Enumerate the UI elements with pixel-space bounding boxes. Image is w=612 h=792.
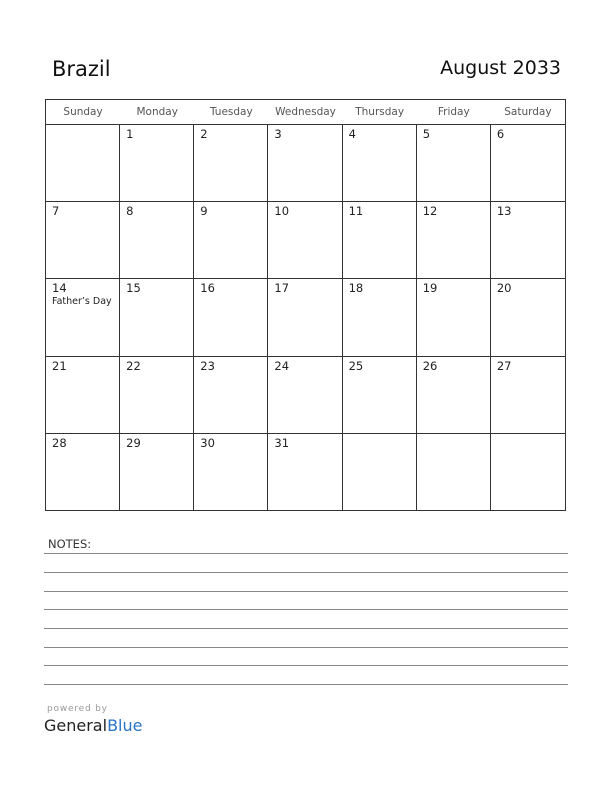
day-cell bbox=[268, 202, 342, 279]
day-number: 2 bbox=[200, 127, 208, 141]
day-number: 20 bbox=[496, 281, 512, 296]
weekday-label: Monday bbox=[136, 106, 178, 118]
day-cell bbox=[194, 279, 268, 356]
day-cell bbox=[491, 125, 565, 202]
day-cell bbox=[268, 357, 342, 434]
note-line bbox=[44, 684, 568, 685]
day-number: 15 bbox=[126, 281, 141, 296]
day-number: 26 bbox=[422, 358, 438, 373]
day-cell bbox=[417, 202, 491, 279]
day-number: 4 bbox=[348, 127, 356, 141]
day-number: 29 bbox=[126, 435, 141, 450]
day-cell bbox=[343, 202, 417, 279]
day-cell bbox=[417, 125, 491, 202]
day-cell bbox=[46, 434, 120, 511]
day-number: 7 bbox=[52, 204, 60, 219]
day-cell bbox=[194, 125, 268, 202]
day-cell bbox=[417, 357, 491, 434]
day-number: 9 bbox=[200, 204, 208, 219]
day-number: 5 bbox=[422, 127, 431, 141]
day-cell bbox=[343, 357, 417, 434]
day-cell bbox=[491, 434, 565, 511]
day-cell bbox=[194, 202, 268, 279]
day-cell bbox=[268, 279, 342, 356]
weekday-label: Saturday bbox=[504, 106, 552, 118]
day-number: 24 bbox=[274, 358, 290, 373]
day-number: 28 bbox=[52, 435, 67, 450]
day-cell bbox=[268, 434, 342, 511]
brand-general: General bbox=[44, 716, 108, 735]
day-cell bbox=[417, 434, 491, 511]
day-cell bbox=[120, 202, 194, 279]
day-number: 6 bbox=[496, 127, 505, 141]
day-cell bbox=[343, 125, 417, 202]
day-cell bbox=[120, 357, 194, 434]
day-cell bbox=[491, 202, 565, 279]
notes-label: NOTES: bbox=[48, 537, 92, 551]
day-number: 10 bbox=[274, 204, 290, 219]
day-number: 31 bbox=[274, 435, 290, 450]
day-cell bbox=[46, 357, 120, 434]
day-number: 1 bbox=[126, 127, 134, 141]
day-cell bbox=[46, 125, 120, 202]
country-title: Brazil bbox=[52, 57, 111, 81]
note-line bbox=[44, 553, 568, 554]
day-number: 17 bbox=[274, 281, 290, 296]
day-number: 27 bbox=[496, 358, 512, 373]
month-title: August 2033 bbox=[440, 57, 561, 79]
note-line bbox=[44, 572, 568, 573]
day-number: 25 bbox=[348, 358, 364, 373]
weekday-label: Sunday bbox=[63, 106, 103, 118]
weekday-header bbox=[46, 100, 565, 125]
day-number: 16 bbox=[200, 281, 215, 296]
day-cell bbox=[491, 357, 565, 434]
day-cell bbox=[491, 279, 565, 356]
weekday-label: Friday bbox=[437, 106, 470, 118]
brand-blue: Blue bbox=[107, 716, 143, 735]
day-cells bbox=[46, 125, 565, 511]
day-cell bbox=[417, 279, 491, 356]
day-cell bbox=[46, 279, 120, 356]
day-cell bbox=[46, 202, 120, 279]
day-cell bbox=[343, 279, 417, 356]
day-number: 13 bbox=[496, 204, 512, 219]
day-number: 22 bbox=[126, 358, 141, 373]
day-number: 18 bbox=[348, 281, 364, 296]
day-number: 23 bbox=[200, 358, 215, 373]
day-number: 3 bbox=[274, 127, 282, 141]
day-cell bbox=[268, 125, 342, 202]
day-cell bbox=[194, 357, 268, 434]
weekday-label: Tuesday bbox=[209, 106, 253, 118]
brand-logo[interactable] bbox=[44, 716, 142, 735]
weekday-label: Wednesday bbox=[275, 106, 336, 118]
day-cell bbox=[120, 279, 194, 356]
day-cell bbox=[343, 434, 417, 511]
calendar-grid bbox=[45, 99, 566, 511]
day-number: 30 bbox=[200, 435, 215, 450]
day-number: 19 bbox=[422, 281, 438, 296]
powered-by-text: powered by bbox=[47, 704, 108, 714]
day-number: 14 bbox=[52, 281, 67, 296]
note-line bbox=[44, 628, 568, 629]
holiday-label: Father’s Day bbox=[52, 296, 112, 308]
note-line bbox=[44, 591, 568, 592]
weekday-label: Thursday bbox=[355, 106, 405, 118]
day-number: 8 bbox=[126, 204, 134, 219]
day-number: 21 bbox=[52, 358, 67, 373]
note-line bbox=[44, 647, 568, 648]
day-cell bbox=[120, 434, 194, 511]
day-cell bbox=[120, 125, 194, 202]
day-number: 12 bbox=[422, 204, 438, 219]
note-line bbox=[44, 665, 568, 666]
day-number: 11 bbox=[348, 204, 364, 219]
note-line bbox=[44, 609, 568, 610]
day-cell bbox=[194, 434, 268, 511]
